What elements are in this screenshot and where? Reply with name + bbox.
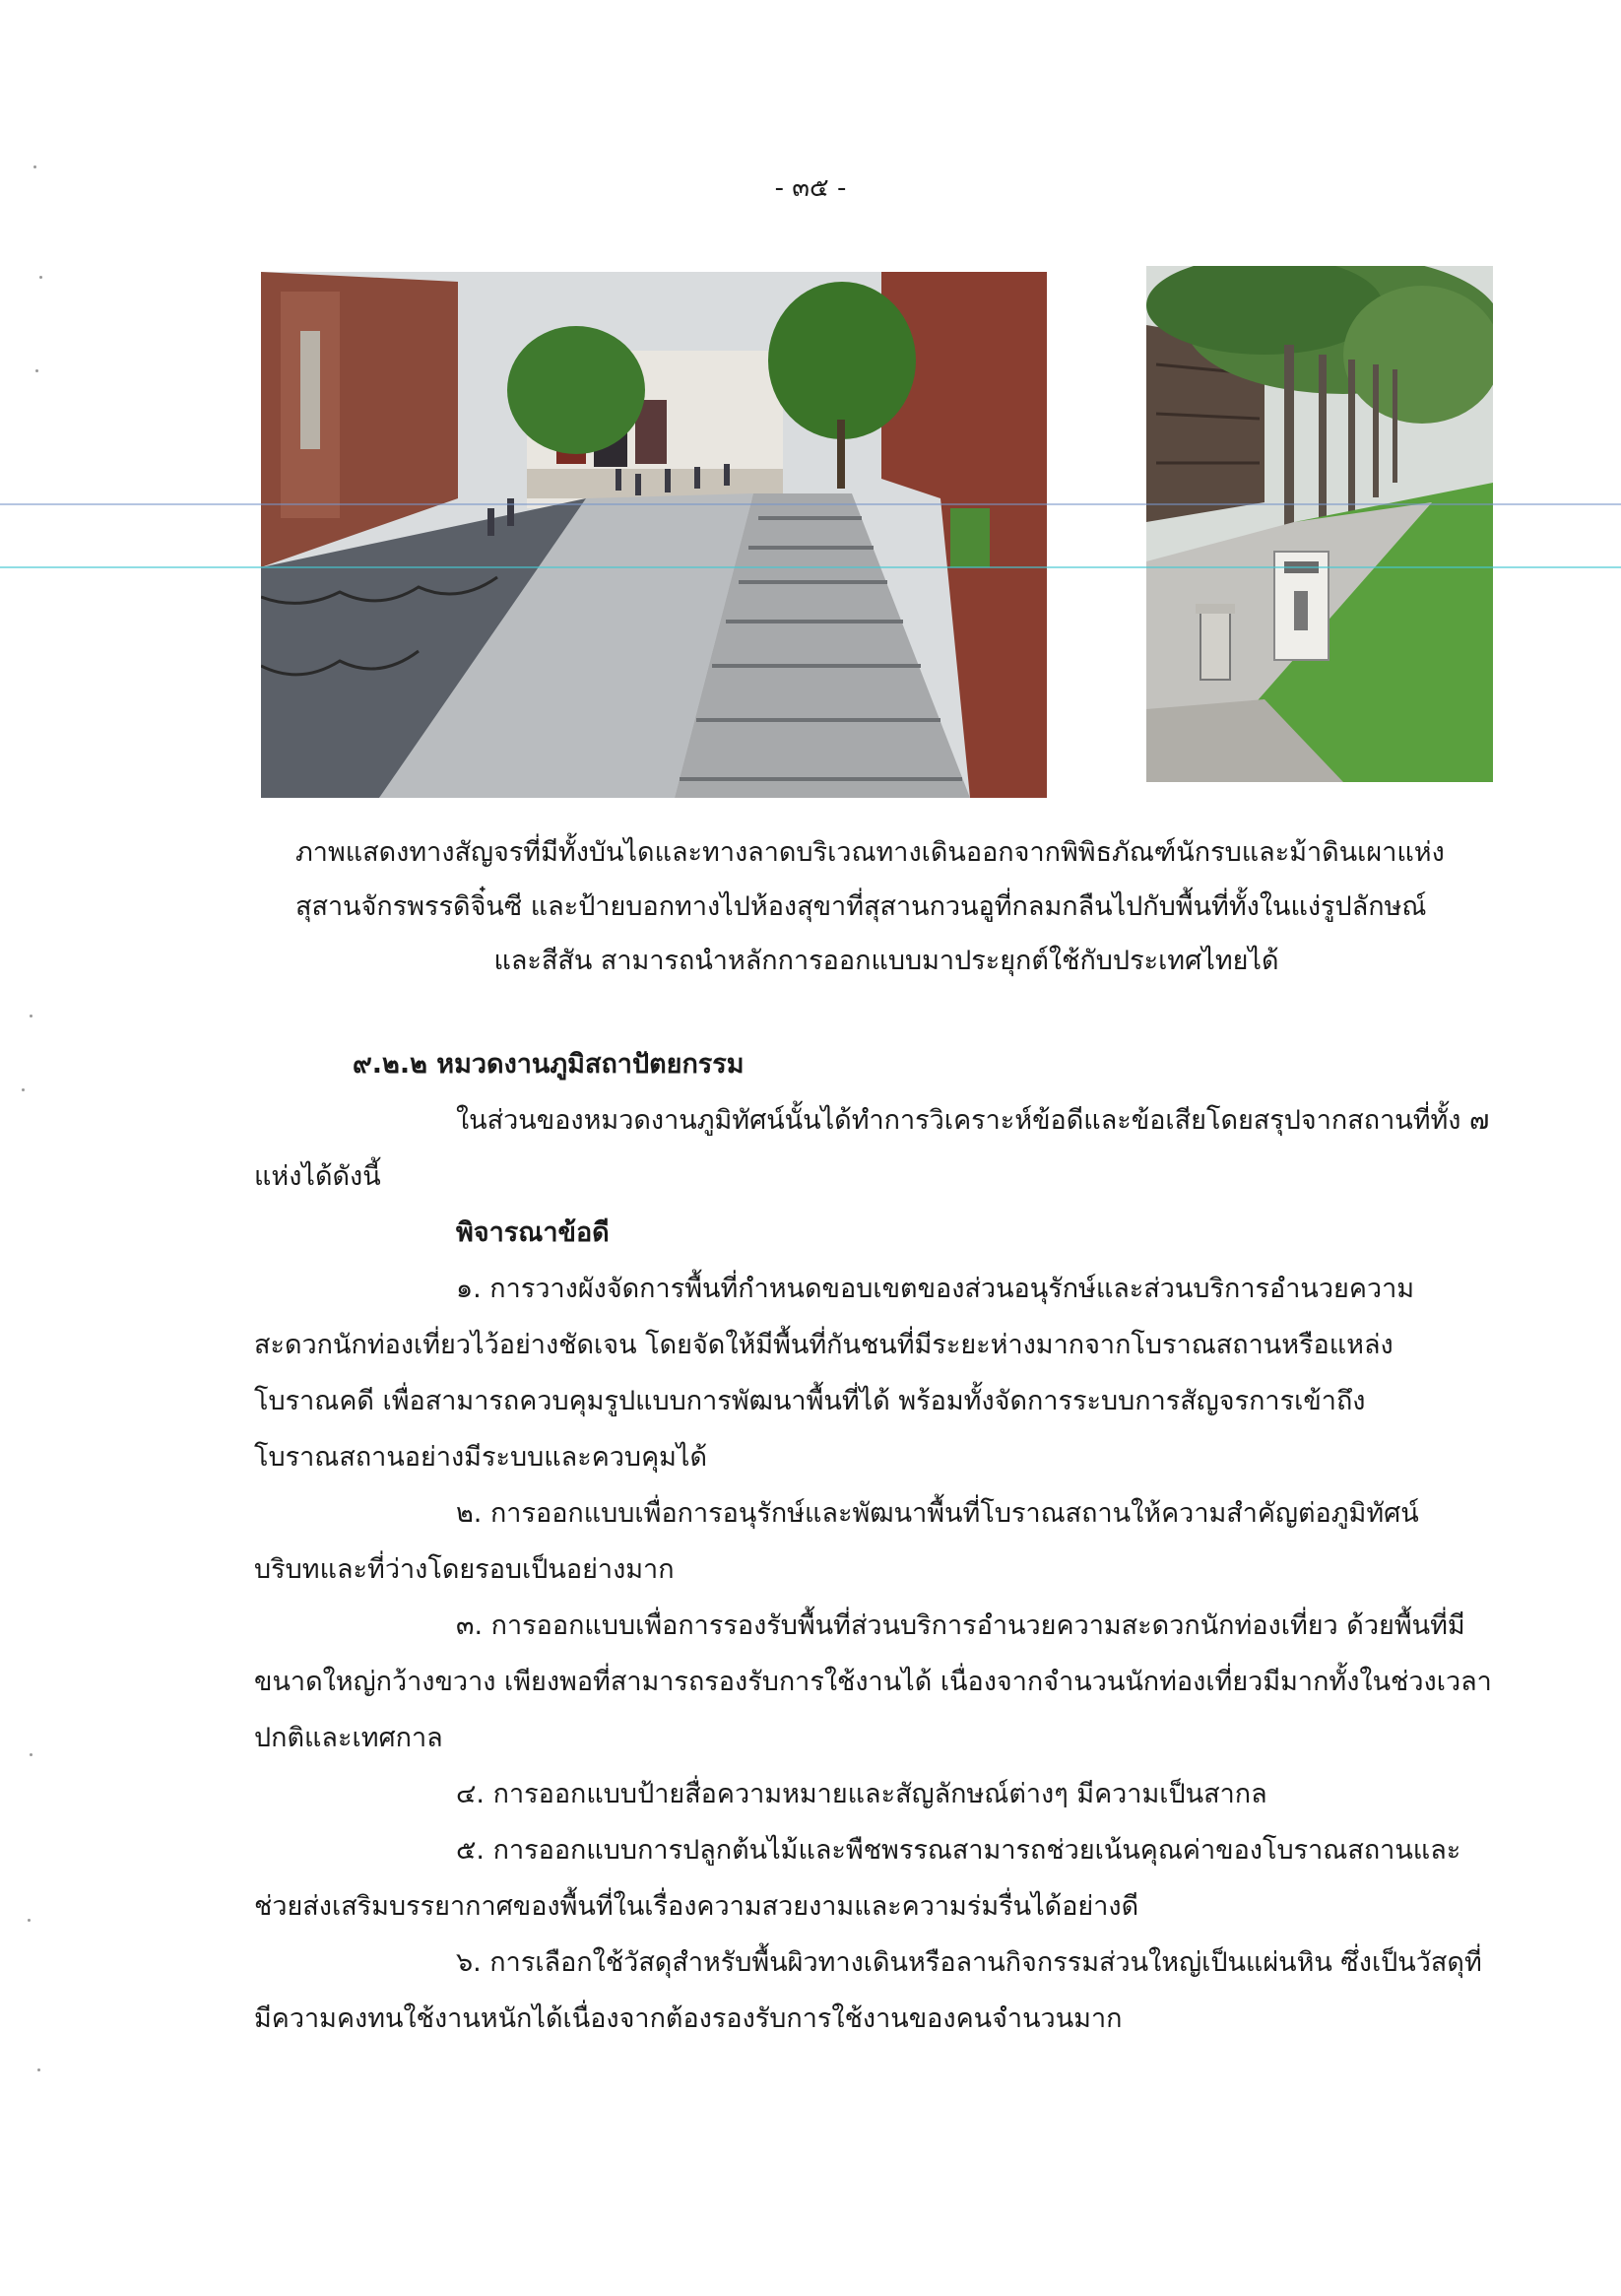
list-item-line: สะดวกนักท่องเที่ยวไว้อย่างชัดเจน โดยจัดให้มีพื้นที่กันชนที่มีระยะห่างมากจากโบราณสถานหรือแหล่ง: [254, 1330, 1394, 1360]
scan-speck: [30, 1753, 32, 1756]
caption-line: สุสานจักรพรรดิจิ๋นซี และป้ายบอกทางไปห้องสุขาที่สุสานกวนอูที่กลมกลืนไปกับพื้นที่ทั้งในแง่รูปลักษณ์: [295, 891, 1427, 922]
list-item-line: โบราณคดี เพื่อสามารถควบคุมรูปแบบการพัฒนาพื้นที่ได้ พร้อมทั้งจัดการระบบการสัญจรการเข้าถึง: [254, 1386, 1366, 1416]
scan-speck: [30, 1015, 32, 1017]
page-number: - ๓๕ -: [774, 173, 847, 203]
scan-speck: [39, 276, 42, 279]
scan-speck: [33, 165, 36, 168]
museum-walkway-photo: [261, 272, 1047, 798]
list-item-line: ปกติและเทศกาล: [254, 1723, 443, 1753]
list-item-line: บริบทและที่ว่างโดยรอบเป็นอย่างมาก: [254, 1554, 675, 1585]
scan-speck: [22, 1088, 25, 1091]
scan-speck: [37, 2068, 40, 2071]
section-body: [254, 1036, 1492, 2047]
list-item-line: มีความคงทนใช้งานหนักได้เนื่องจากต้องรองรับการใช้งานของคนจำนวนมาก: [254, 2003, 1123, 2034]
subheading-advantages: พิจารณาข้อดี: [456, 1217, 610, 1248]
scan-artifact-line: [0, 566, 1621, 568]
toilet-signpost-photo: [1146, 266, 1493, 782]
caption-line: และสีสัน สามารถนำหลักการออกแบบมาประยุกต์ใช้กับประเทศไทยได้: [493, 946, 1279, 976]
list-item-line: ๒. การออกแบบเพื่อการอนุรักษ์และพัฒนาพื้นที่โบราณสถานให้ความสำคัญต่อภูมิทัศน์: [456, 1498, 1419, 1529]
list-item-line: ๖. การเลือกใช้วัสดุสำหรับพื้นผิวทางเดินหรือลานกิจกรรมส่วนใหญ่เป็นแผ่นหิน ซึ่งเป็นวัสดุที่: [456, 1947, 1482, 1978]
figure-caption: [295, 825, 1477, 988]
list-item-line: ๔. การออกแบบป้ายสื่อความหมายและสัญลักษณ์ต่างๆ มีความเป็นสากล: [456, 1779, 1267, 1809]
list-item-line: ช่วยส่งเสริมบรรยากาศของพื้นที่ในเรื่องความสวยงามและความร่มรื่นได้อย่างดี: [254, 1891, 1139, 1922]
list-item-line: ๓. การออกแบบเพื่อการรองรับพื้นที่ส่วนบริการอำนวยความสะดวกนักท่องเที่ยว ด้วยพื้นที่มี: [456, 1610, 1465, 1641]
paragraph-line: ในส่วนของหมวดงานภูมิทัศน์นั้นได้ทำการวิเคราะห์ข้อดีและข้อเสียโดยสรุปจากสถานที่ทั้ง ๗: [456, 1105, 1490, 1136]
list-item-line: โบราณสถานอย่างมีระบบและควบคุมได้: [254, 1442, 708, 1473]
paragraph-line: แห่งได้ดังนี้: [254, 1161, 381, 1192]
caption-line: ภาพแสดงทางสัญจรที่มีทั้งบันไดและทางลาดบริเวณทางเดินออกจากพิพิธภัณฑ์นักรบและม้าดินเผาแห่ง: [295, 837, 1445, 868]
list-item-line: ๑. การวางผังจัดการพื้นที่กำหนดขอบเขตของส่วนอนุรักษ์และส่วนบริการอำนวยความ: [456, 1274, 1415, 1304]
list-item-line: ขนาดใหญ่กว้างขวาง เพียงพอที่สามารถรองรับการใช้งานได้ เนื่องจากจำนวนนักท่องเที่ยวมีมากทั้งในช่วงเวลา: [254, 1667, 1492, 1697]
list-item-line: ๕. การออกแบบการปลูกต้นไม้และพืชพรรณสามารถช่วยเน้นคุณค่าของโบราณสถานและ: [456, 1835, 1461, 1866]
scan-speck: [35, 369, 38, 372]
section-heading: ๙.๒.๒ หมวดงานภูมิสถาปัตยกรรม: [353, 1049, 745, 1080]
scan-artifact-line: [0, 503, 1621, 505]
scan-speck: [28, 1919, 31, 1922]
